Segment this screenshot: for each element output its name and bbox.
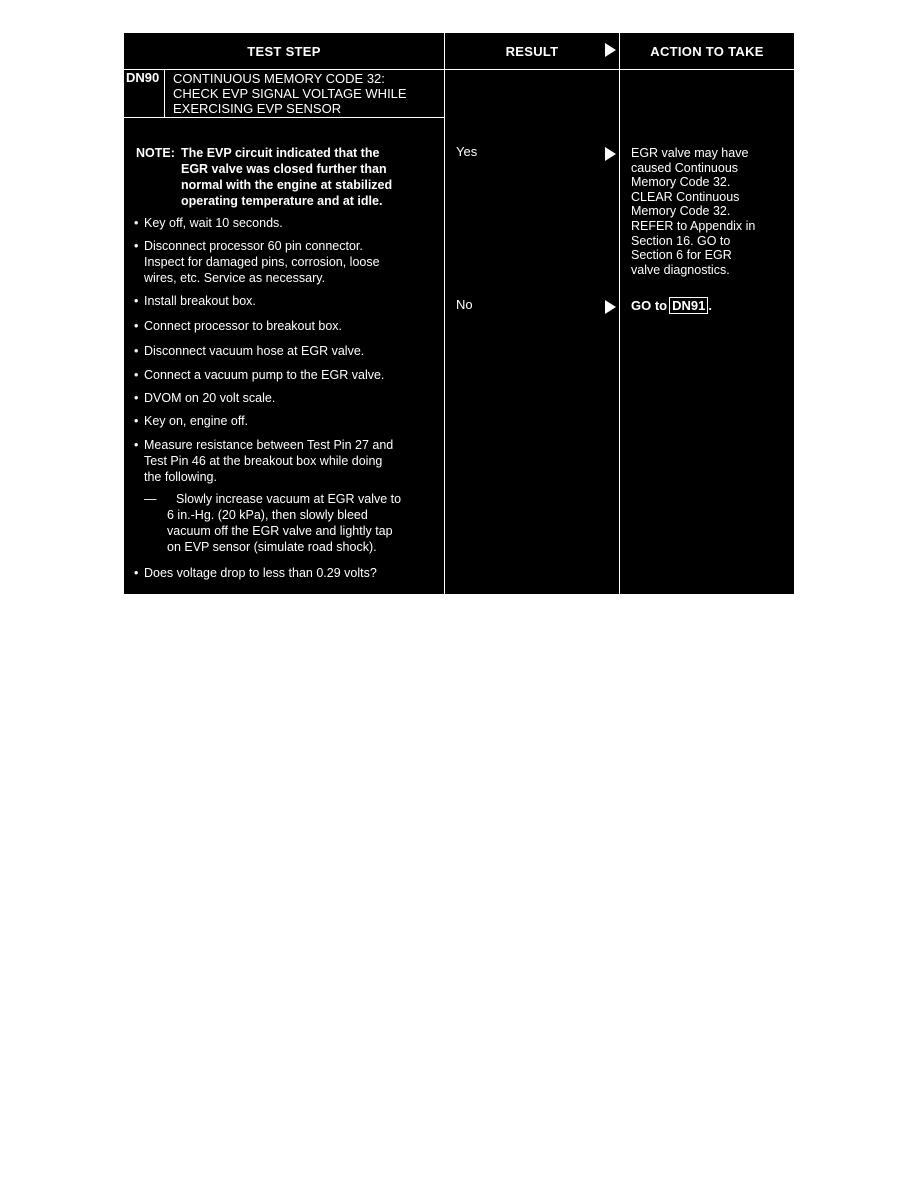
header-result: RESULT: [505, 43, 559, 59]
step-title-line: CHECK EVP SIGNAL VOLTAGE WHILE: [173, 86, 407, 101]
step-line: the following.: [144, 470, 217, 484]
goto-suffix: .: [708, 298, 712, 313]
bullet-icon: •: [134, 294, 139, 308]
step-line: Install breakout box.: [144, 294, 256, 308]
step-item: [134, 367, 430, 383]
sub-step-line: 6 in.-Hg. (20 kPa), then slowly bleed: [167, 508, 368, 522]
result-no-arrow-icon: [605, 300, 616, 314]
step-title: [173, 71, 407, 116]
header-divider: [124, 69, 794, 70]
action-line: Section 16. GO to: [631, 233, 731, 248]
action-yes: [631, 146, 781, 277]
step-line: DVOM on 20 volt scale.: [144, 391, 276, 405]
step-line: Disconnect vacuum hose at EGR valve.: [144, 344, 365, 358]
bullet-icon: •: [134, 216, 139, 230]
step-item: [134, 215, 430, 231]
header-arrow-icon: [605, 43, 616, 57]
action-line: REFER to Appendix in: [631, 218, 756, 233]
action-line: Memory Code 32.: [631, 204, 731, 219]
step-item: [134, 390, 430, 406]
bullet-icon: •: [134, 414, 139, 428]
bullet-icon: •: [134, 438, 139, 452]
column-divider: [444, 33, 445, 594]
action-line: caused Continuous: [631, 160, 739, 175]
sub-step-line: on EVP sensor (simulate road shock).: [167, 540, 377, 554]
step-item: [134, 293, 430, 309]
step-line: Measure resistance between Test Pin 27 and: [144, 438, 394, 452]
action-line: EGR valve may have: [631, 146, 749, 160]
step-item: [134, 238, 430, 286]
diagnostic-table: [124, 33, 794, 594]
bullet-icon: •: [134, 391, 139, 405]
step-code: DN90: [126, 70, 160, 85]
step-line: Test Pin 46 at the breakout box while doing: [144, 454, 383, 468]
note-line: normal with the engine at stabilized: [181, 178, 393, 192]
sub-step-line: Slowly increase vacuum at EGR valve to: [176, 492, 402, 506]
step-item: [134, 437, 430, 485]
note-text: [181, 145, 421, 209]
bullet-icon: •: [134, 319, 139, 333]
step-line: Connect processor to breakout box.: [144, 319, 343, 333]
header-action: ACTION TO TAKE: [650, 43, 764, 59]
column-divider: [619, 33, 620, 594]
note: [136, 145, 436, 211]
sub-step-line: vacuum off the EGR valve and lightly tap: [167, 524, 393, 538]
note-label: NOTE:: [136, 146, 175, 160]
bullet-icon: •: [134, 368, 139, 382]
note-line: EGR valve was closed further than: [181, 162, 387, 176]
result-no: No: [456, 297, 473, 312]
step-line: Inspect for damaged pins, corrosion, loose: [144, 255, 380, 269]
sub-step: [144, 491, 414, 555]
action-line: Section 6 for EGR: [631, 248, 732, 263]
bullet-icon: •: [134, 239, 139, 253]
result-yes: Yes: [456, 144, 478, 159]
action-line: CLEAR Continuous: [631, 189, 740, 204]
step-line: Key on, engine off.: [144, 414, 249, 428]
dash-icon: —: [144, 492, 157, 506]
note-line: The EVP circuit indicated that the: [181, 146, 380, 160]
action-line: valve diagnostics.: [631, 262, 730, 277]
step-line: Connect a vacuum pump to the EGR valve.: [144, 368, 385, 382]
title-divider: [124, 117, 444, 118]
goto-target[interactable]: DN91: [669, 297, 708, 314]
bullet-icon: •: [134, 344, 139, 358]
step-line: Key off, wait 10 seconds.: [144, 216, 283, 230]
step-line: wires, etc. Service as necessary.: [144, 271, 326, 285]
action-line: Memory Code 32.: [631, 175, 731, 190]
bullet-icon: •: [134, 566, 139, 580]
note-line: operating temperature and at idle.: [181, 194, 383, 208]
step-item: [134, 413, 430, 429]
result-yes-arrow-icon: [605, 147, 616, 161]
step-title-line: CONTINUOUS MEMORY CODE 32:: [173, 71, 385, 86]
step-item: [134, 565, 430, 581]
step-line: Does voltage drop to less than 0.29 volts?: [144, 566, 377, 580]
step-item: [134, 318, 430, 334]
action-no-goto[interactable]: [631, 297, 712, 314]
code-divider: [164, 69, 165, 117]
step-title-line: EXERCISING EVP SENSOR: [173, 101, 342, 116]
header-test-step: TEST STEP: [247, 43, 321, 59]
goto-prefix: GO to: [631, 298, 668, 313]
step-line: Disconnect processor 60 pin connector.: [144, 239, 363, 253]
step-item: [134, 343, 430, 359]
